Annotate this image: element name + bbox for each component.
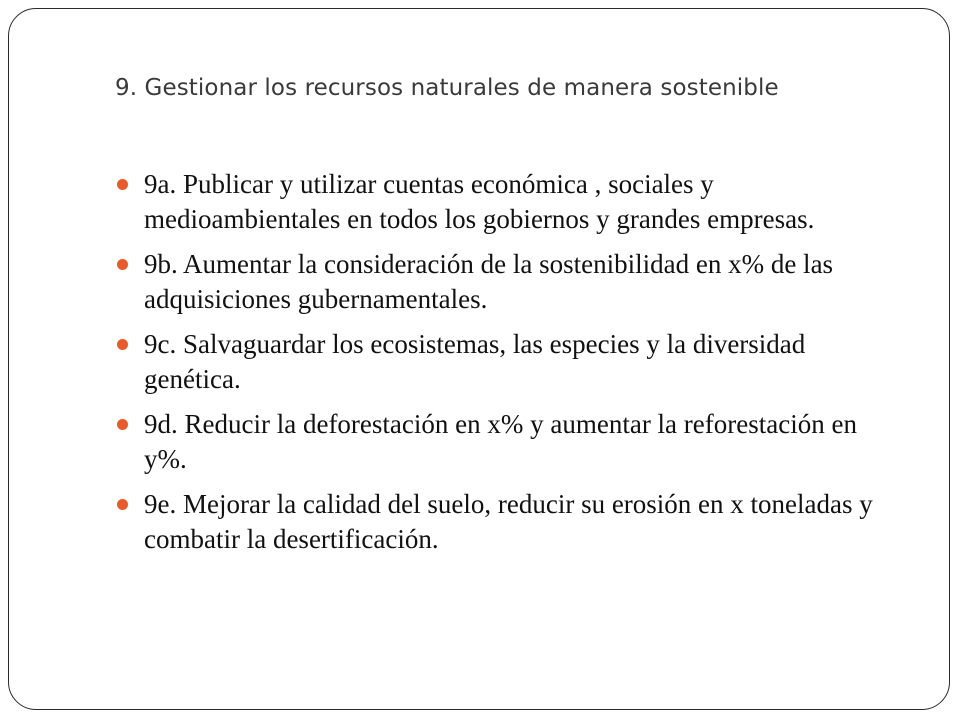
bullet-dot-icon [117, 499, 128, 510]
bullet-item-9b [117, 247, 887, 317]
bullet-text: 9b. Aumentar la consideración de la sostenibilidad en x% de las adquisiciones gubernamentales. [144, 249, 834, 314]
slide-frame [8, 8, 950, 710]
bullet-dot-icon [117, 339, 128, 350]
bullet-item-9d [117, 407, 887, 477]
bullet-list [117, 167, 887, 567]
bullet-dot-icon [117, 419, 128, 430]
bullet-text: 9d. Reducir la deforestación en x% y aumentar la reforestación en y%. [144, 409, 857, 474]
slide-title: 9. Gestionar los recursos naturales de manera sostenible [115, 75, 779, 101]
bullet-text: 9a. Publicar y utilizar cuentas económica , sociales y medioambientales en todos los gobiernos y grandes empresas. [144, 169, 815, 234]
bullet-dot-icon [117, 179, 128, 190]
bullet-item-9e [117, 487, 887, 557]
bullet-item-9c [117, 327, 887, 397]
bullet-item-9a [117, 167, 887, 237]
bullet-text: 9e. Mejorar la calidad del suelo, reducir su erosión en x toneladas y combatir la desertificación. [144, 489, 873, 554]
bullet-text: 9c. Salvaguardar los ecosistemas, las especies y la diversidad genética. [144, 329, 806, 394]
bullet-dot-icon [117, 259, 128, 270]
